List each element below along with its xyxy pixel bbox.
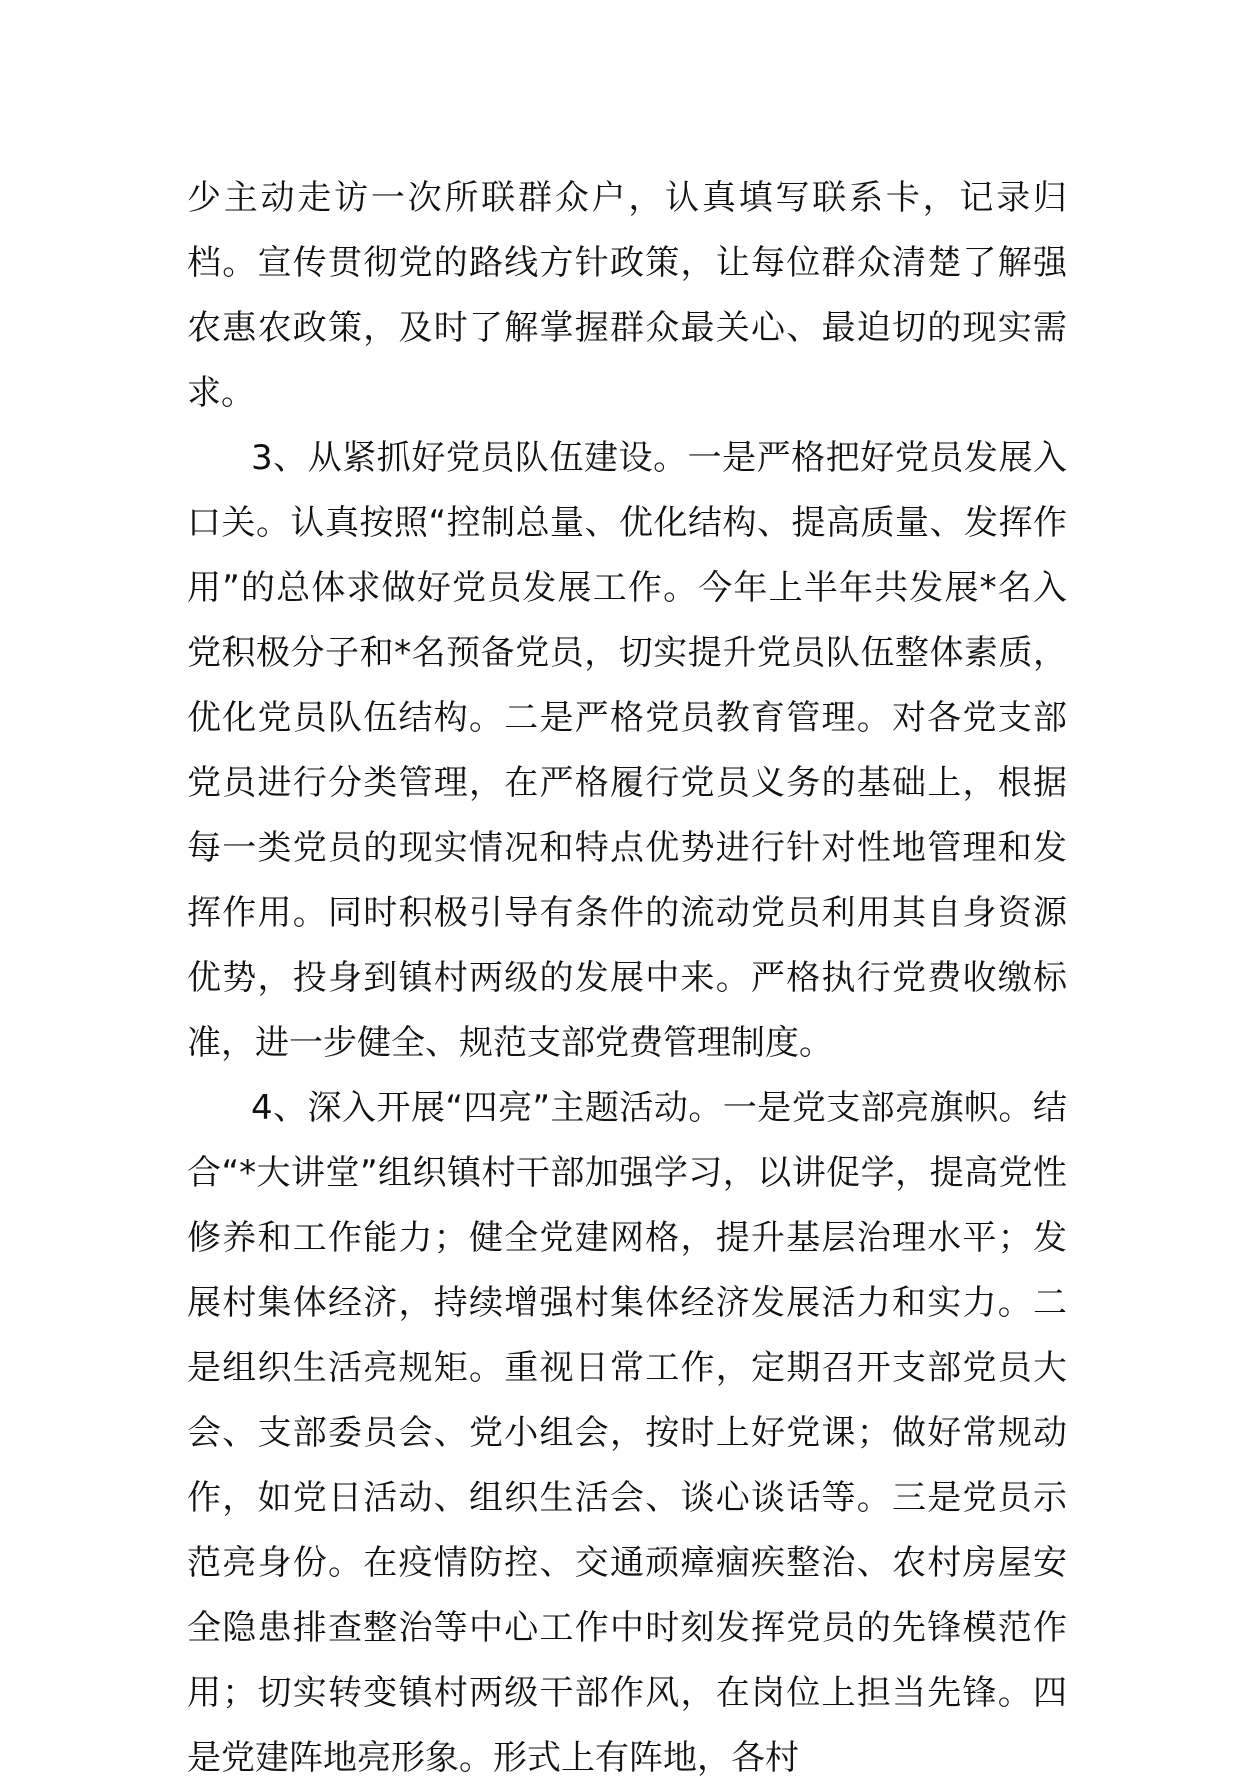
paragraph-four-shine-activities: 4、深入开展“四亮”主题活动。一是党支部亮旗帜。结合“*大讲堂”组织镇村干部加强学习，以讲促学，提高党性修养和工作能力；健全党建网格，提升基层治理水平；发展村集体经济，持续增强村集体经济发展活力和实力。二是组织生活亮规矩。重视日常工作，定期召开支部党员大会、支部委员会、党小组会，按时上好党课；做好常规动作，如党日活动、组织生活会、谈心谈话等。三是党员示范亮身份。在疫情防控、交通顽瘴痼疾整治、农村房屋安全隐患排查整治等中心工作中时刻发挥党员的先锋模范作用；切实转变镇村两级干部作风，在岗位上担当先锋。四是党建阵地亮形象。形式上有阵地，各村: [187, 1088, 1067, 1778]
document-body: [187, 166, 1067, 1791]
paragraph-continuation: 少主动走访一次所联群众户，认真填写联系卡，记录归档。宣传贯彻党的路线方针政策，让每位群众清楚了解强农惠农政策，及时了解掌握群众最关心、最迫切的现实需求。: [187, 178, 1067, 413]
paragraph-party-member-team-building: 3、从紧抓好党员队伍建设。一是严格把好党员发展入口关。认真按照“控制总量、优化结构、提高质量、发挥作用”的总体求做好党员发展工作。今年上半年共发展*名入党积极分子和*名预备党员，切实提升党员队伍整体素质，优化党员队伍结构。二是严格党员教育管理。对各党支部党员进行分类管理，在严格履行党员义务的基础上，根据每一类党员的现实情况和特点优势进行针对性地管理和发挥作用。同时积极引导有条件的流动党员利用其自身资源优势，投身到镇村两级的发展中来。严格执行党费收缴标准，进一步健全、规范支部党费管理制度。: [187, 438, 1067, 1063]
